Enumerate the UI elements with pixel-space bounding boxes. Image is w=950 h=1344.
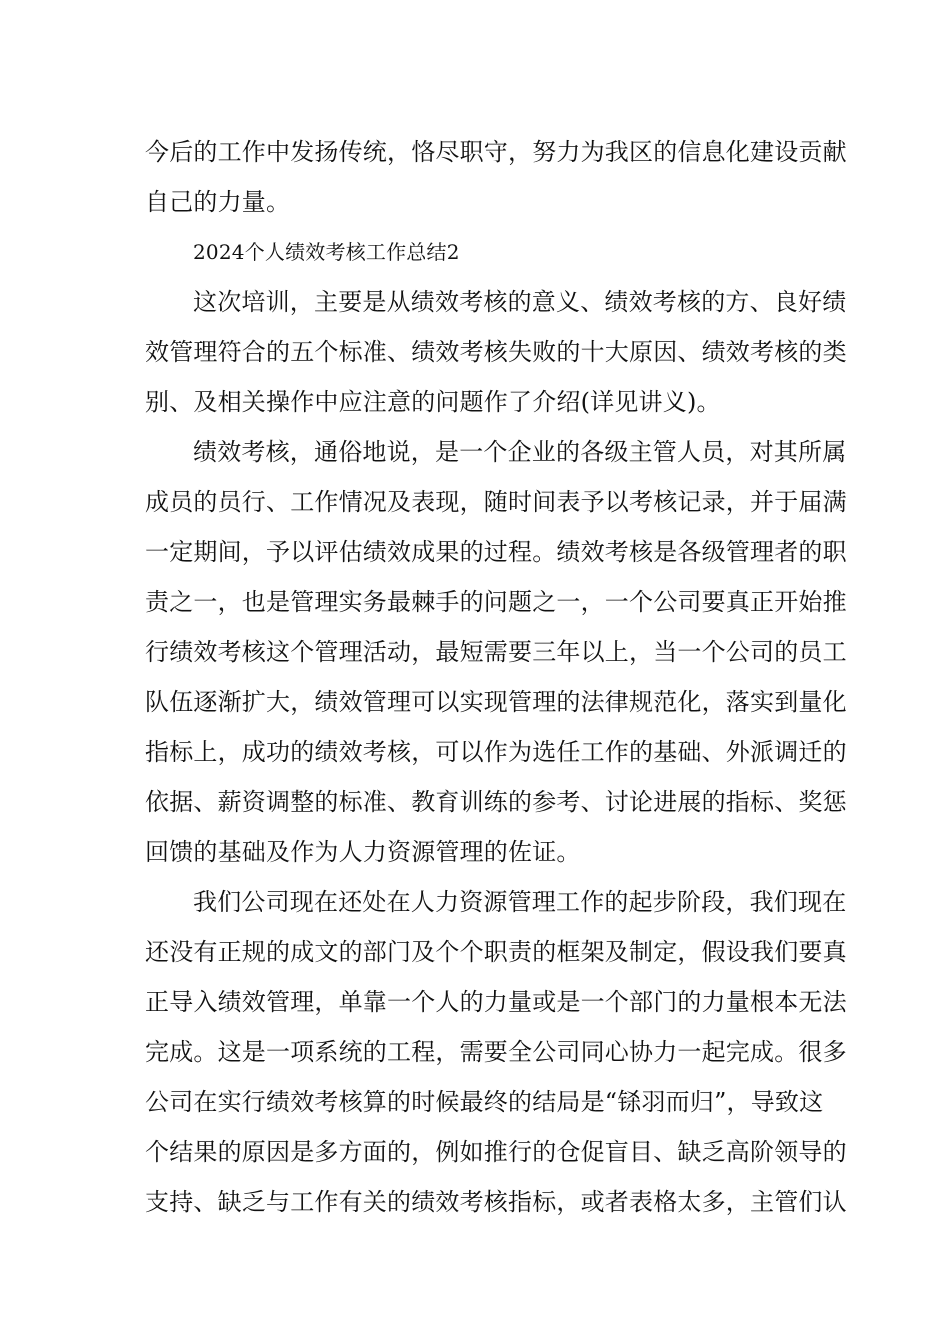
- paragraph-line: 完成。这是一项系统的工程，需要全公司同心协力一起完成。很多: [145, 1038, 847, 1066]
- paragraph-definition: [145, 427, 847, 877]
- paragraph-line: 回馈的基础及作为人力资源管理的佐证。: [145, 838, 581, 866]
- section-title: 2024个人绩效考核工作总结2: [193, 240, 460, 264]
- paragraph-line: 个结果的原因是多方面的，例如推行的仓促盲目、缺乏高阶领导的: [145, 1138, 847, 1166]
- paragraph-line: 别、及相关操作中应注意的问题作了介绍(详见讲义)。: [145, 388, 721, 416]
- paragraph-line: 指标上，成功的绩效考核，可以作为选任工作的基础、外派调迁的: [145, 738, 847, 766]
- paragraph-line: 成员的员行、工作情况及表现，随时间表予以考核记录，并于届满: [145, 488, 847, 516]
- paragraph-line: 我们公司现在还处在人力资源管理工作的起步阶段，我们现在: [193, 888, 847, 916]
- paragraph-line: 自己的力量。: [145, 188, 291, 216]
- document-body: [145, 127, 847, 1227]
- paragraph-line: 责之一，也是管理实务最棘手的问题之一，一个公司要真正开始推: [145, 588, 847, 616]
- continuation-paragraph: [145, 127, 847, 227]
- paragraph-line: 一定期间，予以评估绩效成果的过程。绩效考核是各级管理者的职: [145, 538, 847, 566]
- paragraph-line: 还没有正规的成文的部门及个个职责的框架及制定，假设我们要真: [145, 938, 847, 966]
- paragraph-line: 队伍逐渐扩大，绩效管理可以实现管理的法律规范化，落实到量化: [145, 688, 847, 716]
- paragraph-line: 正导入绩效管理，单靠一个人的力量或是一个部门的力量根本无法: [145, 988, 847, 1016]
- paragraph-line: 这次培训，主要是从绩效考核的意义、绩效考核的方、良好绩: [193, 288, 847, 316]
- paragraph-line: 公司在实行绩效考核算的时候最终的结局是“铩羽而归”，导致这: [145, 1088, 824, 1116]
- paragraph-line: 绩效考核，通俗地说，是一个企业的各级主管人员，对其所属: [193, 438, 847, 466]
- paragraph-company-status: [145, 877, 847, 1227]
- paragraph-line: 今后的工作中发扬传统，恪尽职守，努力为我区的信息化建设贡献: [145, 138, 847, 166]
- paragraph-line: 依据、薪资调整的标准、教育训练的参考、讨论进展的指标、奖惩: [145, 788, 847, 816]
- paragraph-line: 行绩效考核这个管理活动，最短需要三年以上，当一个公司的员工: [145, 638, 847, 666]
- paragraph-line: 效管理符合的五个标准、绩效考核失败的十大原因、绩效考核的类: [145, 338, 847, 366]
- paragraph-training-overview: [145, 277, 847, 427]
- paragraph-line: 支持、缺乏与工作有关的绩效考核指标，或者表格太多，主管们认: [145, 1188, 847, 1216]
